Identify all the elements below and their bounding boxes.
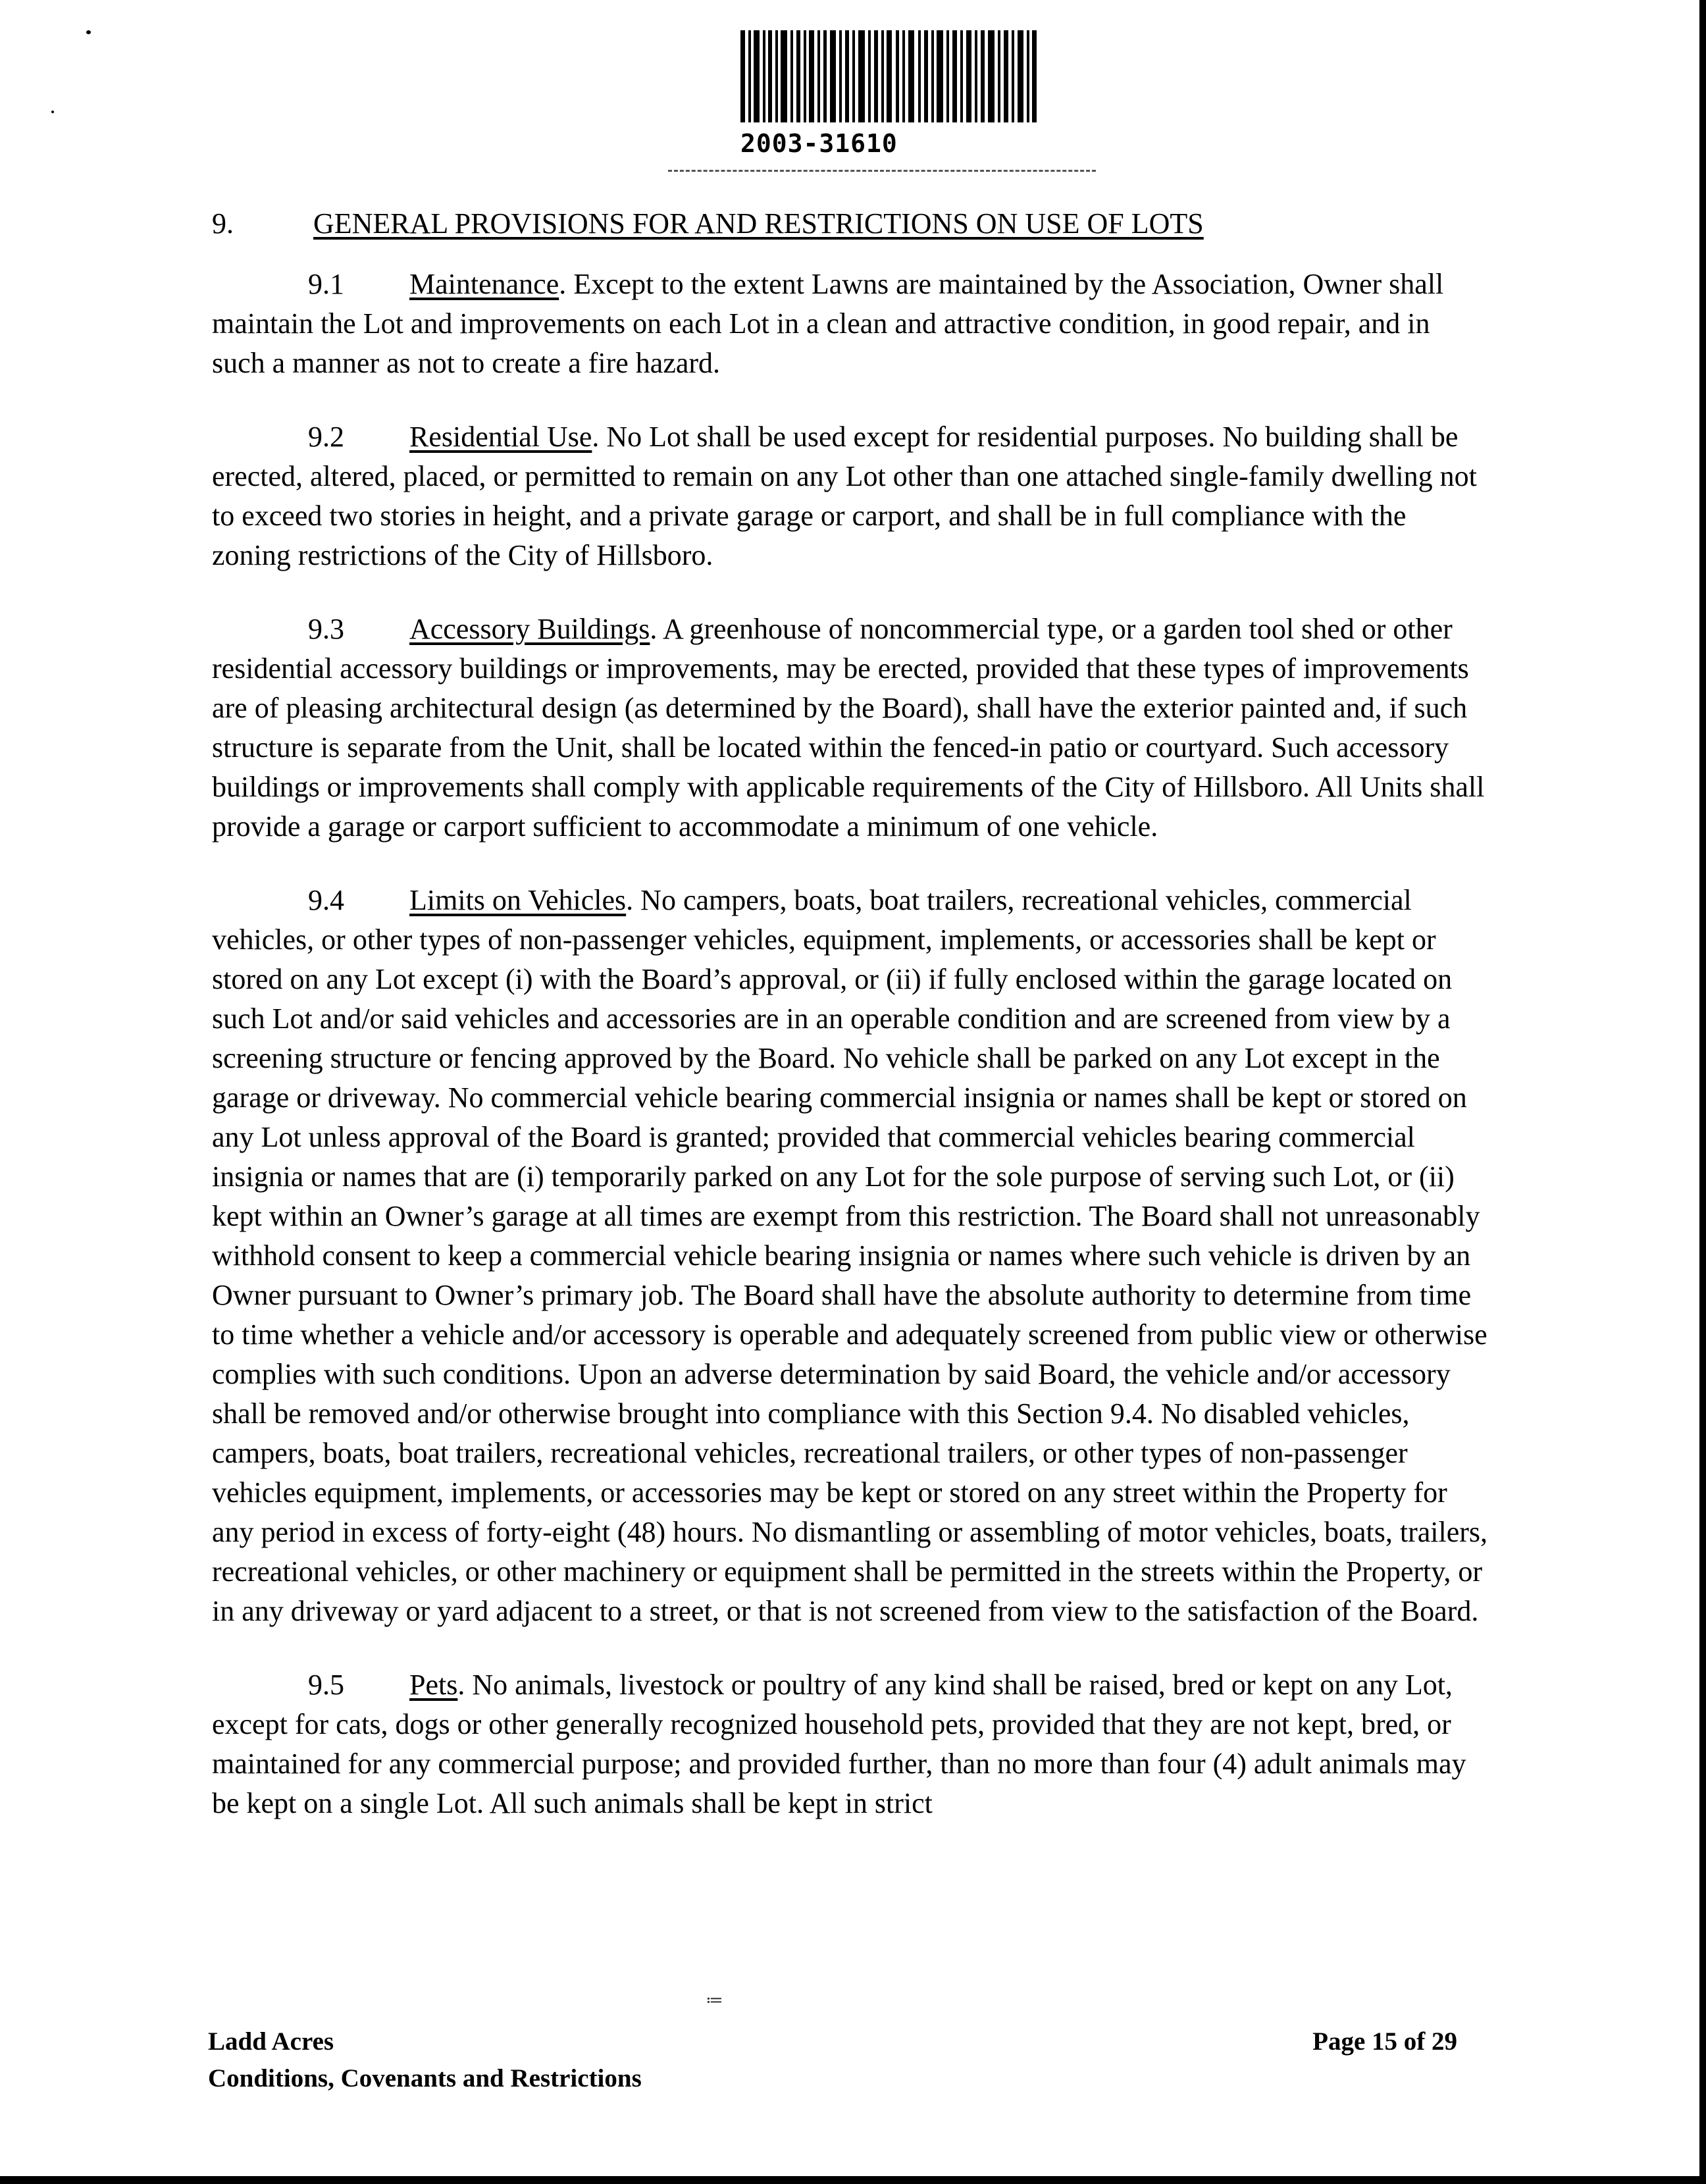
barcode <box>740 30 1037 122</box>
paragraph-text: . A greenhouse of noncommercial type, or a garden tool shed or other residential accessory buildings or improvements, may be erected, provided that these types of improvements are of pleasing architectural design (as determined by the Board), shall have the exterior painted and, if such structure is separate from the Unit, shall be located within the fenced-in patio or courtyard. Such accessory buildings or improvements shall comply with applicable requirements of the City of Hillsboro. All Units shall provide a garage or carport sufficient to accommodate a minimum of one vehicle. <box>212 613 1485 843</box>
paragraph-text: . Except to the extent Lawns are maintained by the Association, Owner shall maintain the Lot and improvements on each Lot in a clean and attractive condition, in good repair, and in such a manner as not to create a fire hazard. <box>212 268 1444 379</box>
paragraph-9-5 <box>212 1665 1489 1823</box>
paragraph-title: Residential Use <box>409 421 592 453</box>
dashed-rule <box>668 170 1096 172</box>
paragraph-number: 9.2 <box>308 421 344 453</box>
paragraph-number: 9.4 <box>308 884 344 916</box>
scan-mark: ≔ <box>706 1990 723 2010</box>
paragraph-text: . No campers, boats, boat trailers, recreational vehicles, commercial vehicles, or other types of non-passenger vehicles, equipment, implements, or accessories shall be kept or stored on any Lot except (i) with the Board’s approval, or (ii) if fully enclosed within the garage located on such Lot and/or said vehicles and accessories are in an operable condition and are screened from view by a screening structure or fencing approved by the Board. No vehicle shall be parked on any Lot except in the garage or driveway. No commercial vehicle bearing commercial insignia or names shall be kept or stored on any Lot unless approval of the Board is granted; provided that commercial vehicles bearing commercial insignia or names that are (i) temporarily parked on any Lot for the sole purpose of serving such Lot, or (ii) kept within an Owner’s garage at all times are exempt from this restriction. The Board shall not unreasonably withhold consent to keep a commercial vehicle bearing insignia or names where such vehicle is driven by an Owner pursuant to Owner’s primary job. The Board shall have the absolute authority to determine from time to time whether a vehicle and/or accessory is operable and adequately screened from public view or otherwise complies with such conditions. Upon an adverse determination by said Board, the vehicle and/or accessory shall be removed and/or otherwise brought into compliance with this Section 9.4. No disabled vehicles, campers, boats, boat trailers, recreational vehicles, recreational trailers, or other types of non-passenger vehicles equipment, implements, or accessories may be kept or stored on any street within the Property for any period in excess of forty-eight (48) hours. No dismantling or assembling of motor vehicles, boats, trailers, recreational vehicles, or other machinery or equipment shall be permitted in the streets within the Property, or in any driveway or yard adjacent to a street, or that is not screened from view to the satisfaction of the Board. <box>212 884 1488 1627</box>
paragraph-title: Limits on Vehicles <box>409 884 627 916</box>
footer-line-2: Conditions, Covenants and Restrictions <box>208 2064 642 2093</box>
paragraph-9-4 <box>212 881 1489 1631</box>
paragraph-title: Maintenance <box>409 268 559 300</box>
recording-number: 2003-31610 <box>740 129 898 158</box>
paragraph-9-3 <box>212 610 1489 846</box>
footer-line-1: Ladd Acres <box>208 2027 334 2056</box>
paragraph-title: Accessory Buildings <box>409 613 650 645</box>
paragraph-text: . No animals, livestock or poultry of any kind shall be raised, bred or kept on any Lot, except for cats, dogs or other generally recognized household pets, provided that they are not kept, bred, or maintained for any commercial purpose; and provided further, than no more than four (4) adult animals may be kept on a single Lot. All such animals shall be kept in strict <box>212 1669 1466 1819</box>
paragraph-title: Pets <box>409 1669 458 1701</box>
section-title: GENERAL PROVISIONS FOR AND RESTRICTIONS ON USE OF LOTS <box>313 207 1204 240</box>
paragraph-text: . No Lot shall be used except for residential purposes. No building shall be erected, altered, placed, or permitted to remain on any Lot other than one attached single-family dwelling not to exceed two stories in height, and a private garage or carport, and shall be in full compliance with the zoning restrictions of the City of Hillsboro. <box>212 421 1477 571</box>
paragraph-number: 9.5 <box>308 1669 344 1701</box>
scan-speck <box>86 30 91 34</box>
paragraph-9-2 <box>212 417 1489 575</box>
section-heading <box>212 204 1489 244</box>
paragraph-number: 9.3 <box>308 613 344 645</box>
document-body <box>212 204 1489 1858</box>
paragraph-9-1 <box>212 265 1489 383</box>
section-number: 9. <box>212 207 234 240</box>
paragraph-number: 9.1 <box>308 268 344 300</box>
footer-document-title <box>208 2023 642 2097</box>
scan-speck <box>51 111 54 113</box>
page-number: Page 15 of 29 <box>1312 2027 1457 2056</box>
